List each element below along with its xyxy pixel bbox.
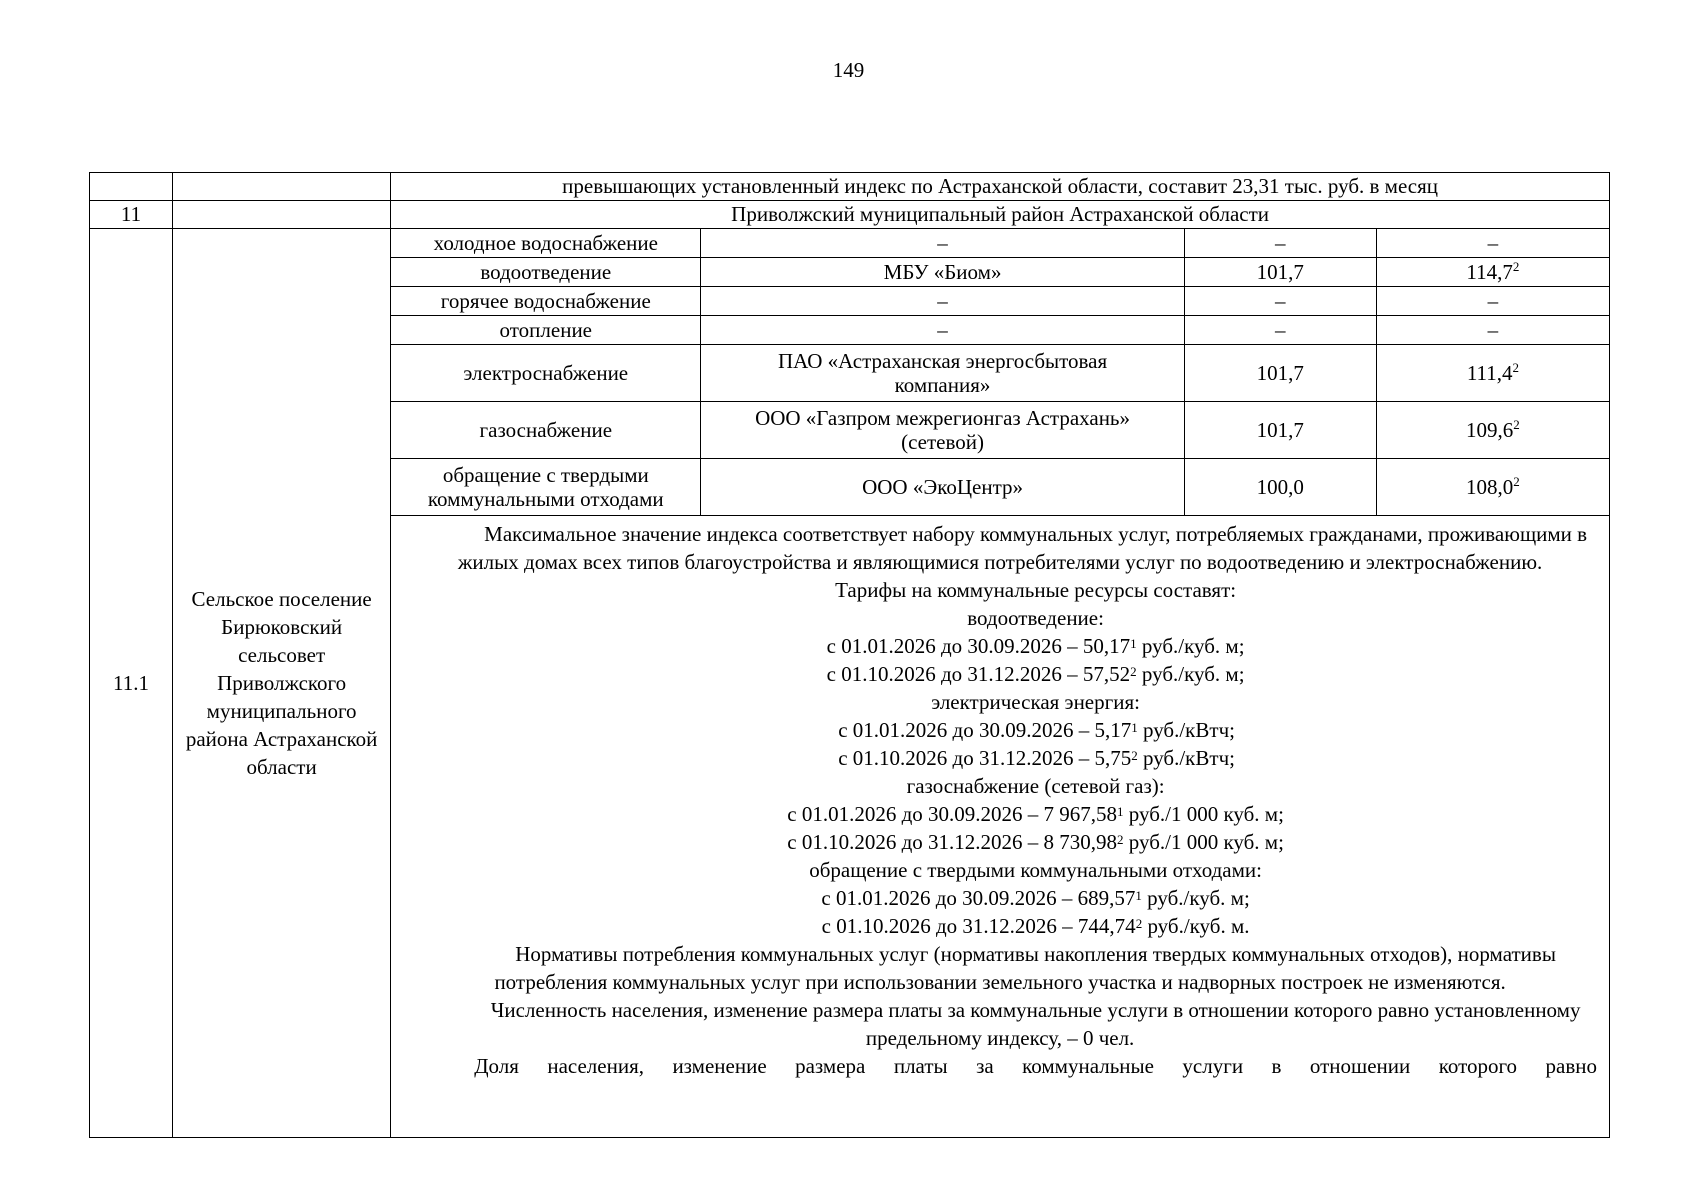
max-index-value — [1376, 316, 1609, 345]
settlement-name: Сельское поселение Бирюковский сельсовет Приволжского муниципального района Астраханской области — [173, 229, 391, 1138]
footnote-mark: 1 — [1131, 720, 1138, 735]
service-name: холодное водоснабжение — [391, 229, 701, 258]
tariff-unit: руб./1 000 куб. м; — [1123, 830, 1284, 854]
footnote-mark: 2 — [1512, 359, 1520, 375]
footnote-mark: 2 — [1513, 416, 1520, 432]
provider-name: – — [701, 287, 1184, 316]
section-number: 11 — [90, 201, 173, 229]
service-name: газоснабжение — [391, 402, 701, 459]
tariff-line — [403, 912, 1597, 940]
tariff-unit: руб./куб. м. — [1142, 914, 1250, 938]
value-text: 114,7 — [1466, 259, 1513, 284]
provider-name: ПАО «Астраханская энергосбытовая компания» — [701, 345, 1184, 402]
tariff-value: с 01.10.2026 до 31.12.2026 – 8 730,98 — [787, 830, 1118, 854]
value-text: – — [1487, 230, 1499, 255]
tariff-line — [403, 800, 1597, 828]
tariff-line — [403, 632, 1597, 660]
footnote-mark: 2 — [1131, 748, 1138, 763]
footnote-mark: 2 — [1513, 473, 1520, 489]
num-cell — [90, 173, 173, 201]
subsection-number: 11.1 — [90, 229, 173, 1138]
description-text — [391, 516, 1610, 1138]
service-name: обращение с твердыми коммунальными отходами — [391, 459, 701, 516]
footnote-mark: 1 — [1130, 636, 1137, 651]
continuation-text: превышающих установленный индекс по Астраханской области, составит 23,31 тыс. руб. в месяц — [391, 173, 1610, 201]
tariff-value: с 01.01.2026 до 30.09.2026 – 50,17 — [826, 634, 1131, 658]
section-title: Приволжский муниципальный район Астраханской области — [391, 201, 1610, 229]
name-cell — [173, 173, 391, 201]
service-name: электроснабжение — [391, 345, 701, 402]
tariff-line — [403, 660, 1597, 688]
provider-name: ООО «ЭкоЦентр» — [701, 459, 1184, 516]
service-name: горячее водоснабжение — [391, 287, 701, 316]
index-value: 100,0 — [1184, 459, 1376, 516]
value-text: 111,4 — [1466, 360, 1513, 385]
tariff-unit: руб./1 000 куб. м; — [1123, 802, 1284, 826]
index-value: – — [1184, 316, 1376, 345]
value-text: – — [1487, 317, 1499, 342]
table-row — [90, 229, 1610, 258]
service-name: отопление — [391, 316, 701, 345]
paragraph: Тарифы на коммунальные ресурсы составят: — [835, 578, 1237, 602]
footnote-mark: 2 — [1135, 916, 1143, 931]
index-value: – — [1184, 229, 1376, 258]
provider-name: – — [701, 229, 1184, 258]
index-value: 101,7 — [1184, 345, 1376, 402]
tariff-value: с 01.10.2026 до 31.12.2026 – 57,52 — [826, 662, 1131, 686]
max-index-value — [1376, 287, 1609, 316]
table-row — [90, 173, 1610, 201]
tariff-unit: руб./куб. м; — [1136, 662, 1245, 686]
tariff-line — [403, 828, 1597, 856]
max-index-value — [1376, 402, 1609, 459]
index-value: 101,7 — [1184, 402, 1376, 459]
footnote-mark: 2 — [1117, 832, 1124, 847]
value-text: 109,6 — [1466, 417, 1514, 442]
tariff-unit: руб./куб. м; — [1136, 634, 1245, 658]
footnote-mark: 2 — [1130, 664, 1137, 679]
tariff-value: с 01.01.2026 до 30.09.2026 – 5,17 — [838, 718, 1132, 742]
footnote-mark: 2 — [1512, 258, 1520, 274]
tariff-heading: газоснабжение (сетевой газ): — [906, 774, 1165, 798]
max-index-value — [1376, 459, 1609, 516]
tariff-unit: руб./кВтч; — [1137, 718, 1235, 742]
section-row — [90, 201, 1610, 229]
max-index-value — [1376, 345, 1609, 402]
tariff-value: с 01.10.2026 до 31.12.2026 – 5,75 — [838, 746, 1132, 770]
value-text: 108,0 — [1466, 474, 1514, 499]
paragraph: Численность населения, изменение размера платы за коммунальные услуги в отношении которого равно установленному предельному индексу, – 0 чел. — [490, 998, 1581, 1050]
value-text: – — [1487, 288, 1499, 313]
provider-name: ООО «Газпром межрегионгаз Астрахань» (сетевой) — [701, 402, 1184, 459]
tariff-heading: водоотведение: — [967, 606, 1104, 630]
max-index-value — [1376, 229, 1609, 258]
page-number: 149 — [832, 58, 865, 82]
tariff-table — [89, 172, 1610, 1138]
tariff-line — [403, 744, 1597, 772]
tariff-unit: руб./кВтч; — [1137, 746, 1235, 770]
paragraph: Доля населения, изменение размера платы за коммунальные услуги в отношении которого равно — [474, 1054, 1597, 1078]
provider-name: – — [701, 316, 1184, 345]
max-index-value — [1376, 258, 1609, 287]
tariff-value: с 01.01.2026 до 30.09.2026 – 7 967,58 — [787, 802, 1118, 826]
footnote-mark: 1 — [1135, 888, 1142, 903]
service-name: водоотведение — [391, 258, 701, 287]
paragraph: Нормативы потребления коммунальных услуг (нормативы накопления твердых коммунальных отходов), нормативы потребления коммунальных услуг при использовании земельного участка и надворных построек не изменяются. — [494, 942, 1556, 994]
footnote-mark: 1 — [1117, 804, 1124, 819]
index-value: – — [1184, 287, 1376, 316]
tariff-heading: обращение с твердыми коммунальными отходами: — [809, 858, 1262, 882]
paragraph: Максимальное значение индекса соответствует набору коммунальных услуг, потребляемых гражданами, проживающими в жилых домах всех типов благоустройства и являющимися потребителями услуг по водоотведению и электроснабжению. — [457, 522, 1588, 574]
provider-name: МБУ «Биом» — [701, 258, 1184, 287]
index-value: 101,7 — [1184, 258, 1376, 287]
tariff-unit: руб./куб. м; — [1141, 886, 1250, 910]
tariff-value: с 01.01.2026 до 30.09.2026 – 689,57 — [821, 886, 1136, 910]
tariff-line — [403, 716, 1597, 744]
tariff-heading: электрическая энергия: — [931, 690, 1140, 714]
name-cell — [173, 201, 391, 229]
tariff-value: с 01.10.2026 до 31.12.2026 – 744,74 — [821, 914, 1136, 938]
tariff-line — [403, 884, 1597, 912]
